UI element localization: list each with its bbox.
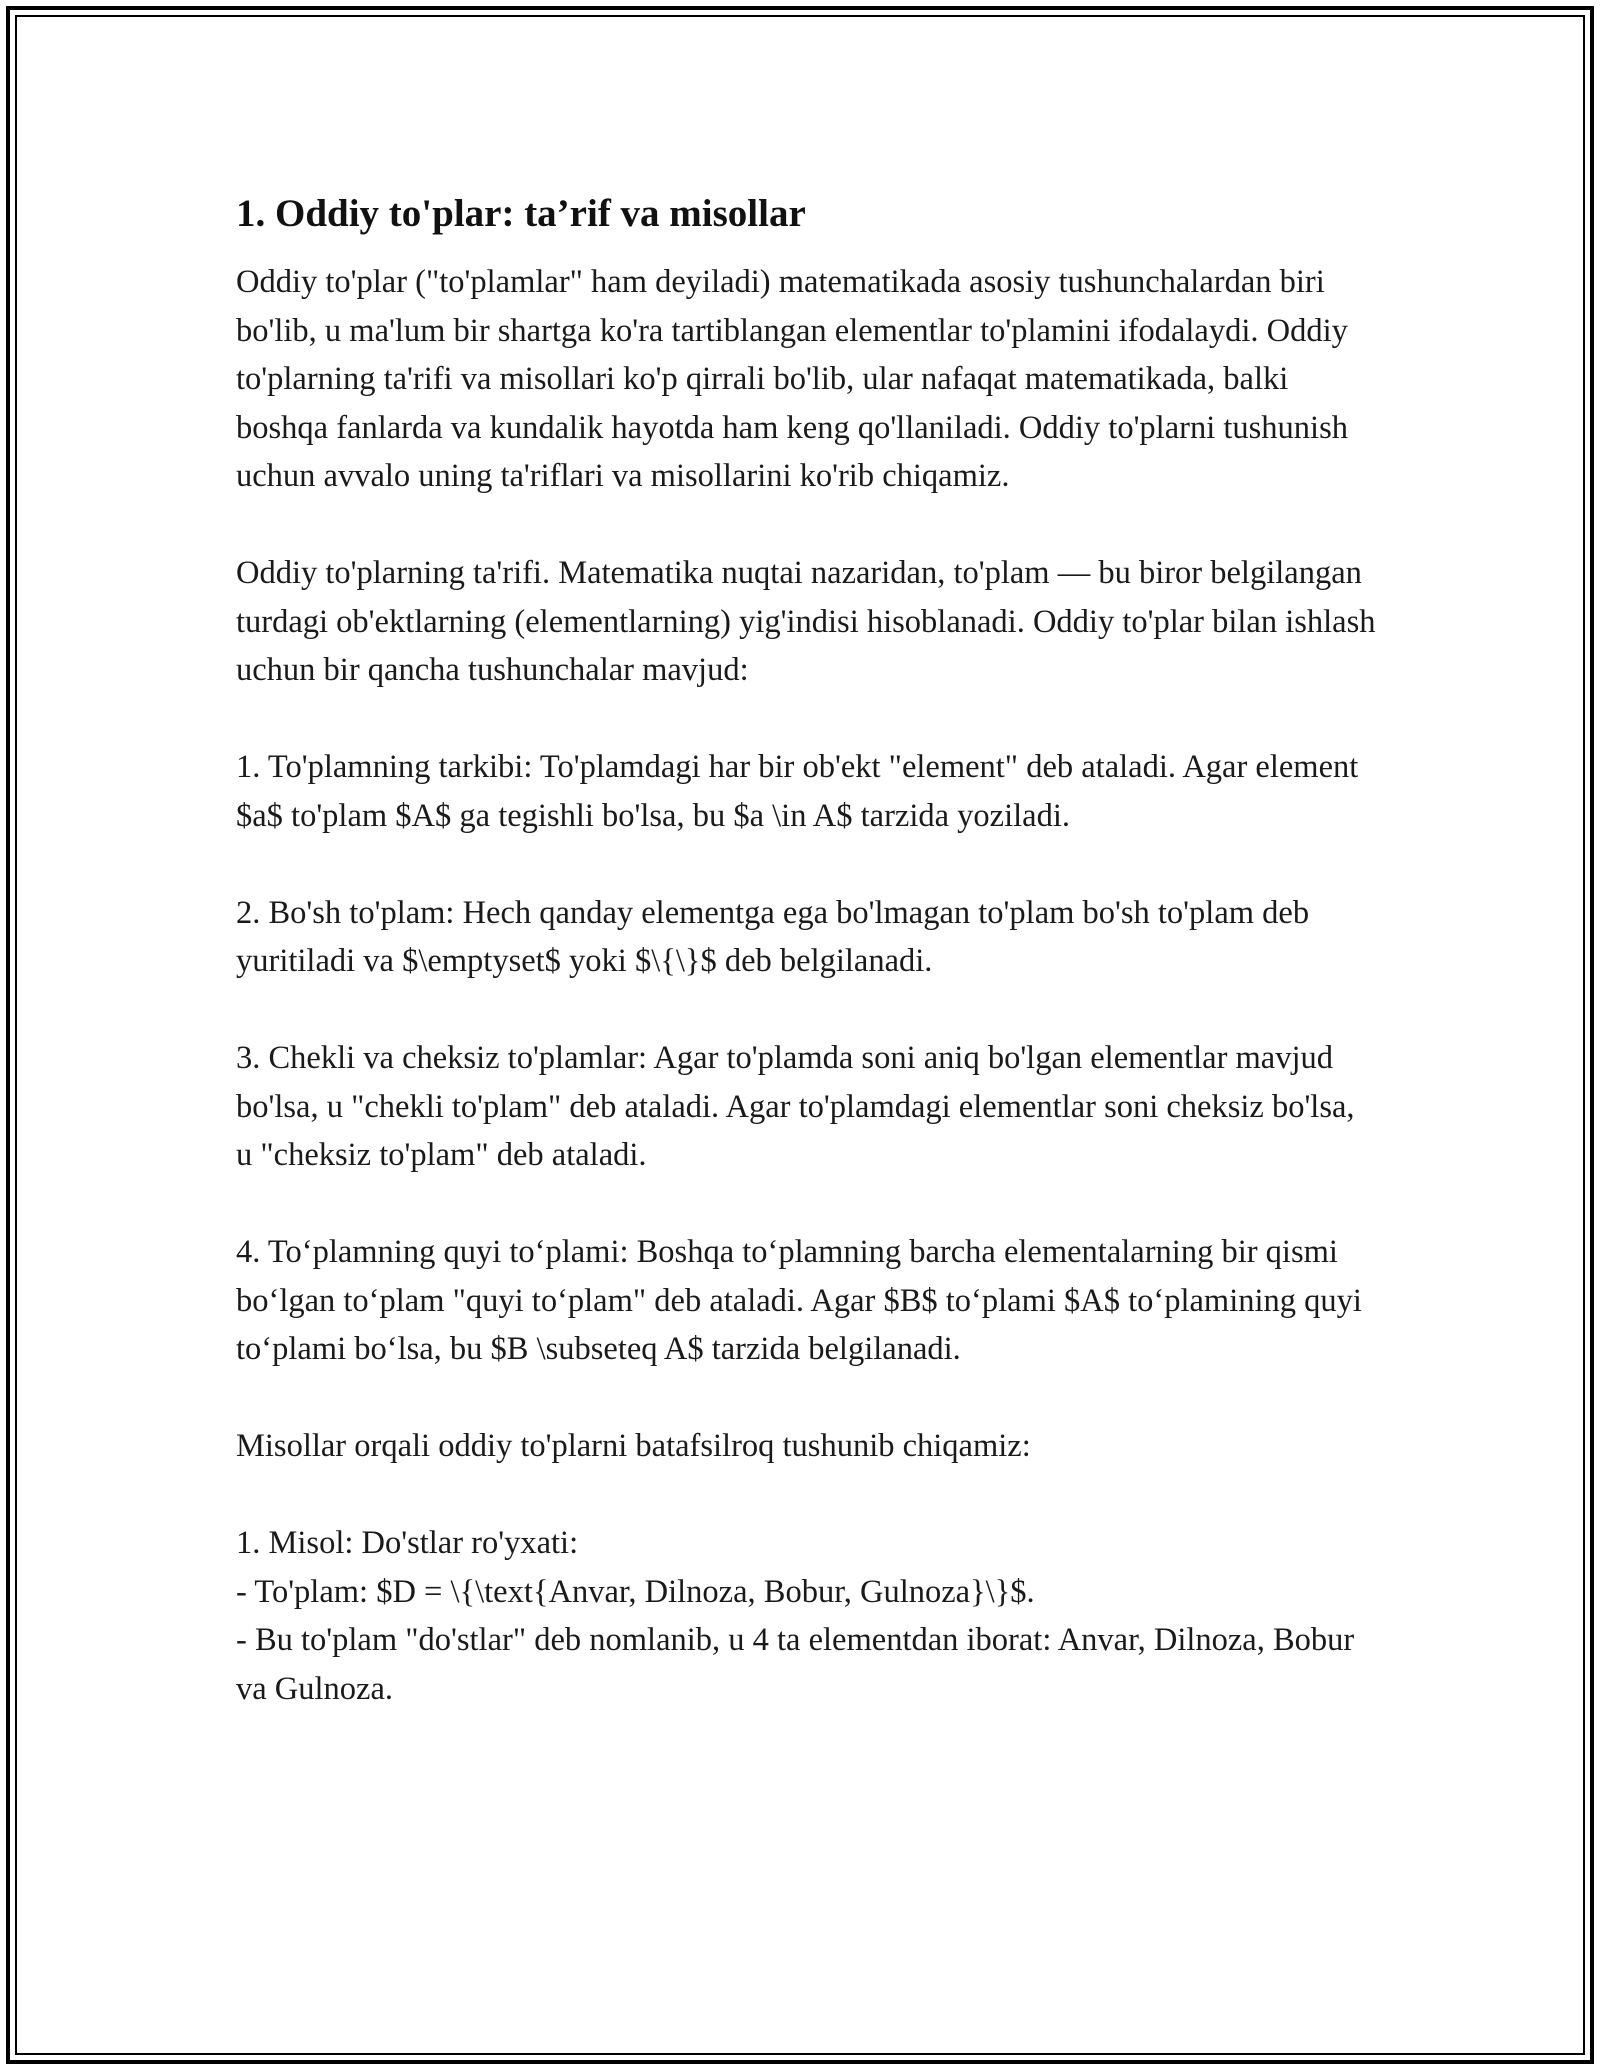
example-set-line: - To'plam: $D = \{\text{Anvar, Dilnoza, Bobur, Gulnoza}\}$. [236, 1573, 1035, 1610]
section-heading: 1. Oddiy to'plar: ta’rif va misollar [236, 192, 806, 235]
example-block [236, 1519, 1376, 1713]
document-body [236, 188, 1376, 1713]
paragraph-intro: Oddiy to'plar ("to'plamlar" ham deyiladi) matematikada asosiy tushunchalardan biri bo'lib, u ma'lum bir shartga ko'ra tartiblangan elementlar to'plamini ifodalaydi. Oddiy to'plarning ta'rifi va misollari ko'p qirrali bo'lib, ular nafaqat matematikada, balki boshqa fanlarda va kundalik hayotda ham keng qo'llaniladi. Oddiy to'plarni tushunish uchun avvalo uning ta'riflari va misollarini ko'rib chiqamiz. [236, 264, 1348, 494]
paragraph-composition: 1. To'plamning tarkibi: To'plamdagi har bir ob'ekt "element" deb ataladi. Agar element $a$ to'plam $A$ ga tegishli bo'lsa, bu $a \in A$ tarzida yoziladi. [236, 749, 1359, 834]
paragraph-examples-intro: Misollar orqali oddiy to'plarni batafsilroq tushunib chiqamiz: [236, 1428, 1031, 1464]
example-title: 1. Misol: Do'stlar ro'yxati: [236, 1525, 579, 1561]
paragraph-empty-set: 2. Bo'sh to'plam: Hech qanday elementga ega bo'lmagan to'plam bo'sh to'plam deb yuritiladi va $\emptyset$ yoki $\{\}$ deb belgilanadi. [236, 894, 1310, 979]
paragraph-definition: Oddiy to'plarning ta'rifi. Matematika nuqtai nazaridan, to'plam — bu biror belgilangan turdagi ob'ektlarning (elementlarning) yig'indisi hisoblanadi. Oddiy to'plar bilan ishlash uchun bir qancha tushunchalar mavjud: [236, 555, 1376, 688]
example-description-line: - Bu to'plam "do'stlar" deb nomlanib, u 4 ta elementdan iborat: Anvar, Dilnoza, Bobur va Gulnoza. [236, 1622, 1355, 1707]
paragraph-finite-infinite: 3. Chekli va cheksiz to'plamlar: Agar to'plamda soni aniq bo'lgan elementlar mavjud bo'lsa, u "chekli to'plam" deb ataladi. Agar to'plamdagi elementlar soni cheksiz bo'lsa, u "cheksiz to'plam" deb ataladi. [236, 1040, 1355, 1173]
paragraph-subset: 4. To‘plamning quyi to‘plami: Boshqa to‘plamning barcha elementalarning bir qismi bo‘lgan to‘plam "quyi to‘plam" deb ataladi. Agar $B$ to‘plami $A$ to‘plamining quyi to‘plami bo‘lsa, bu $B \subseteq A$ tarzida belgilanadi. [236, 1234, 1362, 1367]
